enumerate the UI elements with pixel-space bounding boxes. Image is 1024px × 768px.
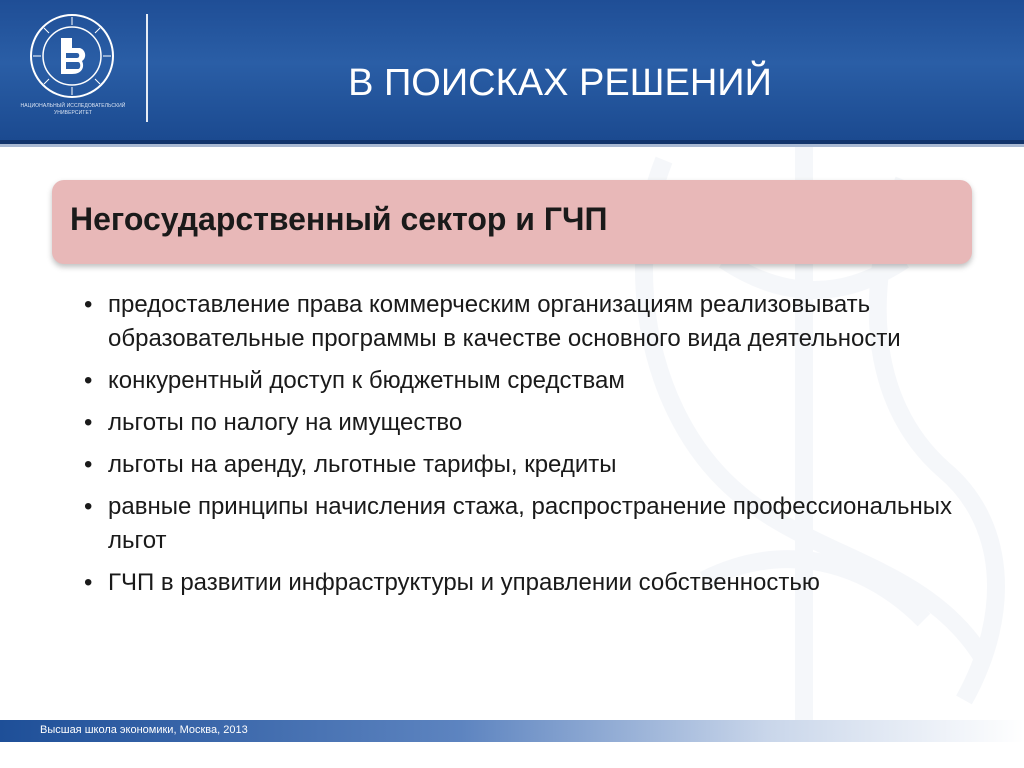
bullet-item: [80, 406, 980, 440]
bullet-item: [80, 448, 980, 482]
logo-caption: НАЦИОНАЛЬНЫЙ ИССЛЕДОВАТЕЛЬСКИЙ УНИВЕРСИТЕТ: [20, 103, 126, 116]
subtitle-box: [52, 180, 972, 264]
bullet-dot: •: [84, 493, 93, 520]
bullet-dot: •: [84, 569, 93, 596]
subtitle-text: Негосударственный сектор и ГЧП: [70, 201, 608, 237]
bullet-dot: •: [84, 367, 93, 394]
footer-bar: [0, 720, 1024, 742]
bullet-text: льготы по налогу на имущество: [108, 409, 463, 436]
footer-text: Высшая школа экономики, Москва, 2013: [40, 724, 248, 736]
bullet-list: [80, 288, 980, 608]
bullet-item: [80, 288, 980, 356]
header-stripe-light: [0, 144, 1024, 147]
slide-title: В ПОИСКАХ РЕШЕНИЙ: [348, 62, 772, 104]
bullet-item: [80, 490, 980, 558]
bullet-text: ГЧП в развитии инфраструктуры и управлении собственностью: [108, 569, 820, 596]
bullet-text: конкурентный доступ к бюджетным средствам: [108, 367, 625, 394]
header-divider: [146, 14, 148, 122]
bullet-item: [80, 566, 980, 600]
bullet-dot: •: [84, 451, 93, 478]
bullet-dot: •: [84, 291, 93, 318]
hse-logo-icon: [28, 12, 116, 100]
bullet-text: льготы на аренду, льготные тарифы, кредиты: [108, 451, 617, 478]
bullet-item: [80, 364, 980, 398]
bullet-text: предоставление права коммерческим организациям реализовывать образовательные программы в качестве основного вида деятельности: [108, 291, 901, 352]
bullet-dot: •: [84, 409, 93, 436]
header-band: [0, 0, 1024, 140]
bullet-text: равные принципы начисления стажа, распространение профессиональных льгот: [108, 493, 953, 554]
